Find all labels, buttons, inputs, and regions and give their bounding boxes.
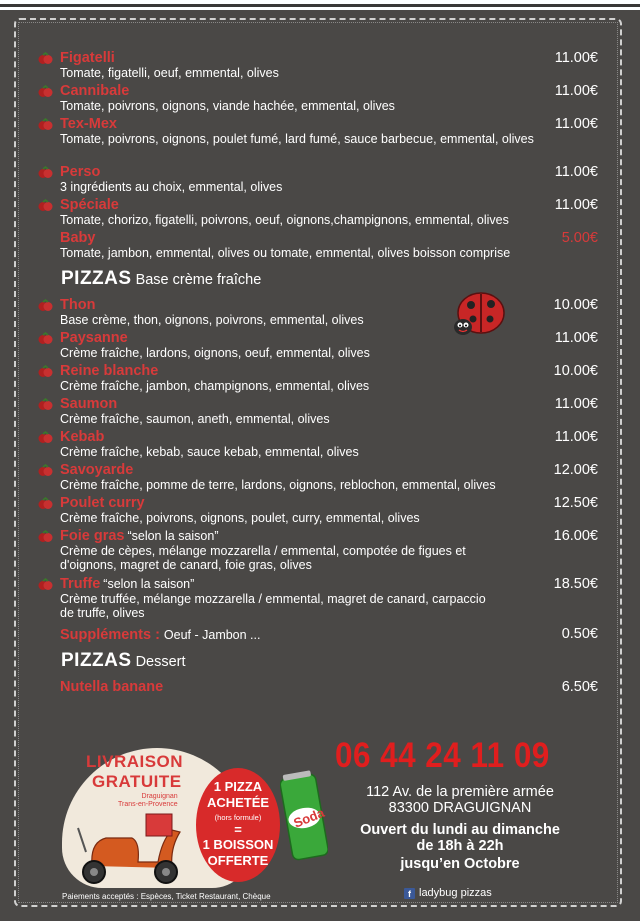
item-name: Perso <box>60 164 101 180</box>
top-band <box>0 0 640 10</box>
destination-1: Draguignan <box>141 793 178 800</box>
item-description: 3 ingrédients au choix, emmental, olives <box>60 180 283 194</box>
facebook-page-name: ladybug pizzas <box>419 887 492 899</box>
item-name-text: Truffe <box>60 576 101 592</box>
hours-line-2: de 18h à 22h <box>416 838 504 854</box>
item-name: Saumon <box>60 396 118 412</box>
tomato-icon <box>38 332 53 345</box>
item-description: Tomate, chorizo, figatelli, poivrons, oeuf, oignons,champignons, emmental, olives <box>60 213 509 227</box>
tomato-icon <box>38 398 53 411</box>
section-subtitle: Base crème fraîche <box>135 272 262 288</box>
item-description: Crème fraîche, lardons, oignons, oeuf, emmental, olives <box>60 346 370 360</box>
payments-accepted: Paiements acceptés : Espèces, Ticket Restaurant, Chèque <box>62 892 271 901</box>
item-price: 11.00€ <box>554 164 598 180</box>
item-price: 11.00€ <box>554 116 598 132</box>
item-season-note: “selon la saison” <box>127 529 219 543</box>
item-name-text: Foie gras <box>60 528 125 544</box>
destination-2: Trans-en-Provence <box>118 801 178 808</box>
item-description: Tomate, figatelli, oeuf, emmental, olives <box>60 66 279 80</box>
item-price: 12.00€ <box>553 462 598 478</box>
tomato-icon <box>38 464 53 477</box>
supplements-label: Suppléments : <box>60 627 160 643</box>
item-price: 16.00€ <box>553 528 598 544</box>
item-description: Tomate, jambon, emmental, olives ou tomate, emmental, olives boisson comprise <box>60 246 511 260</box>
item-name: Thon <box>60 297 96 313</box>
item-price: 18.50€ <box>553 576 598 592</box>
item-price: 6.50€ <box>561 679 598 695</box>
item-description: Tomate, poivrons, oignons, viande hachée, emmental, olives <box>60 99 395 113</box>
item-description: Crème fraîche, saumon, aneth, emmental, olives <box>60 412 330 426</box>
supplements-price: 0.50€ <box>561 626 598 642</box>
hours-line-1: Ouvert du lundi au dimanche <box>360 822 560 838</box>
item-price: 11.00€ <box>554 429 598 445</box>
offer-line-1: 1 PIZZA <box>213 779 263 794</box>
item-name <box>60 576 194 592</box>
gratuite-label: GRATUITE <box>92 772 182 791</box>
facebook-link[interactable] <box>404 887 492 899</box>
section-heading-dessert <box>61 650 186 672</box>
item-name: Figatelli <box>60 50 115 66</box>
offer-line-3: (hors formule) <box>214 813 262 822</box>
soda-can-icon <box>280 770 328 862</box>
item-name: Nutella banane <box>60 679 164 695</box>
offer-line-6: OFFERTE <box>207 853 269 868</box>
offer-line-2: ACHETÉE <box>206 795 270 810</box>
tomato-icon <box>38 118 53 131</box>
item-description: Crème fraîche, kebab, sauce kebab, emmental, olives <box>60 445 359 459</box>
tomato-icon <box>38 431 53 444</box>
scooter-icon <box>62 808 192 886</box>
item-price: 10.00€ <box>553 297 598 313</box>
address-line-1: 112 Av. de la première armée <box>366 784 554 800</box>
tomato-icon <box>38 299 53 312</box>
item-name: Tex-Mex <box>60 116 117 132</box>
item-price: 12.50€ <box>553 495 598 511</box>
item-description: Crème fraîche, pomme de terre, lardons, oignons, reblochon, emmental, olives <box>60 478 496 492</box>
supplements-value: Oeuf - Jambon ... <box>163 628 261 642</box>
phone-number[interactable]: 06 44 24 11 09 <box>335 736 550 775</box>
item-price: 11.00€ <box>554 50 598 66</box>
offer-badge <box>196 768 280 882</box>
item-price: 11.00€ <box>554 396 598 412</box>
supplements-row <box>60 626 598 644</box>
tomato-icon <box>38 52 53 65</box>
item-name: Savoyarde <box>60 462 134 478</box>
address-line-2: 83300 DRAGUIGNAN <box>388 800 532 816</box>
item-description: Crème truffée, mélange mozzarella / emmental, magret de canard, carpaccio de truffe, olives <box>60 592 486 620</box>
promo-block <box>62 752 327 888</box>
item-description: Crème fraîche, poivrons, oignons, poulet, curry, emmental, olives <box>60 511 420 525</box>
section-subtitle: Dessert <box>135 654 186 670</box>
item-description: Tomate, poivrons, oignons, poulet fumé, lard fumé, sauce barbecue, emmental, olives <box>60 132 534 146</box>
livraison-label: LIVRAISON <box>86 752 184 771</box>
delivery-destinations <box>118 793 178 809</box>
tomato-icon <box>38 166 53 179</box>
facebook-icon: f <box>404 888 415 899</box>
item-name: Kebab <box>60 429 105 445</box>
item-price: 5.00€ <box>561 230 598 246</box>
item-name: Spéciale <box>60 197 119 213</box>
item-price: 11.00€ <box>554 330 598 346</box>
item-name: Cannibale <box>60 83 130 99</box>
item-name <box>60 528 218 544</box>
offer-line-5: 1 BOISSON <box>202 837 274 852</box>
tomato-icon <box>38 530 53 543</box>
item-description: Crème de cèpes, mélange mozzarella / emmental, compotée de figues et d'oignons, magret de canard, foie gras, olives <box>60 544 466 572</box>
item-price: 11.00€ <box>554 197 598 213</box>
soda-can-label: Soda <box>291 804 327 831</box>
tomato-icon <box>38 85 53 98</box>
item-name: Reine blanche <box>60 363 159 379</box>
offer-line-4: = <box>234 822 242 837</box>
hours-line-3: jusqu’en Octobre <box>400 856 520 872</box>
item-season-note: “selon la saison” <box>103 577 195 591</box>
tomato-icon <box>38 497 53 510</box>
item-price: 10.00€ <box>553 363 598 379</box>
item-description: Base crème, thon, oignons, poivrons, emmental, olives <box>60 313 364 327</box>
item-name: Poulet curry <box>60 495 145 511</box>
tomato-icon <box>38 578 53 591</box>
tomato-icon <box>38 199 53 212</box>
tomato-icon <box>38 365 53 378</box>
section-heading-creme <box>61 268 261 290</box>
item-name: Paysanne <box>60 330 128 346</box>
item-price: 11.00€ <box>554 83 598 99</box>
section-title: PIZZAS <box>61 650 132 671</box>
section-title: PIZZAS <box>61 268 132 289</box>
item-name: Baby <box>60 230 96 246</box>
item-description: Crème fraîche, jambon, champignons, emmental, olives <box>60 379 370 393</box>
